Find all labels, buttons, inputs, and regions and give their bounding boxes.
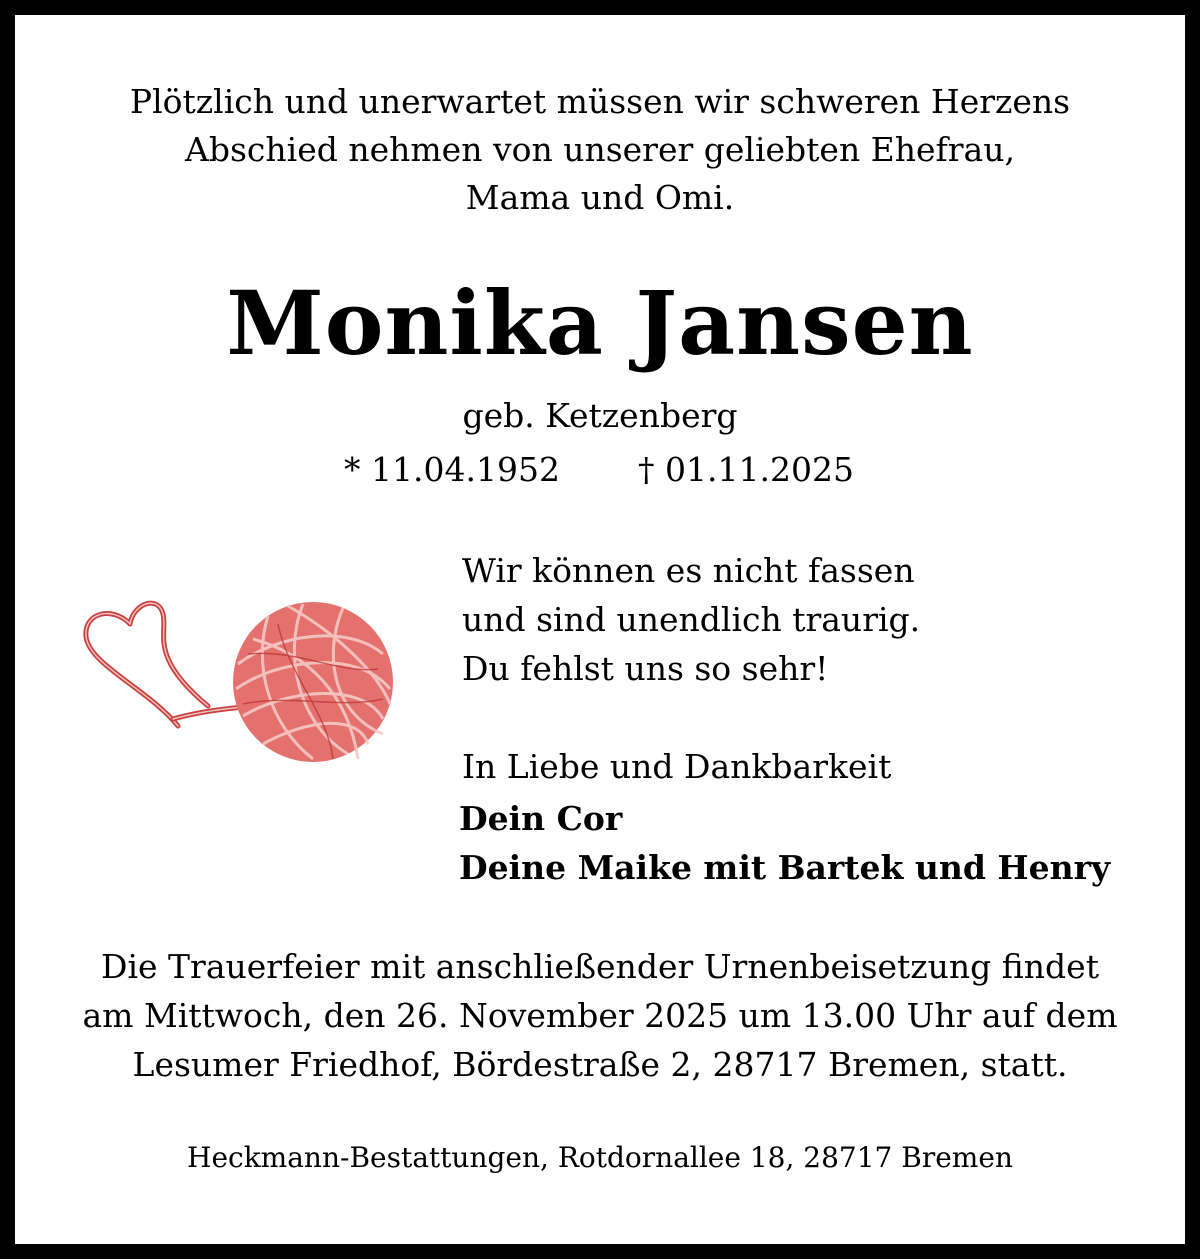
ceremony-line-3: Lesumer Friedhof, Bördestraße 2, 28717 Bremen, statt. xyxy=(132,1045,1068,1084)
verse xyxy=(462,546,920,693)
intro-line-2: Abschied nehmen von unserer geliebten Ehefrau, xyxy=(185,130,1015,169)
death-date: † 01.11.2025 xyxy=(638,450,854,489)
verse-line-1: Wir können es nicht fassen xyxy=(462,551,915,590)
yarn-ball-heart-icon xyxy=(78,594,398,764)
ceremony-line-2: am Mittwoch, den 26. November 2025 um 13.00 Uhr auf dem xyxy=(82,996,1118,1035)
ceremony-line-1: Die Trauerfeier mit anschließender Urnenbeisetzung findet xyxy=(101,947,1099,986)
funeral-home-footer: Heckmann-Bestattungen, Rotdornallee 18, 28717 Bremen xyxy=(187,1141,1013,1174)
deceased-name: Monika Jansen xyxy=(226,271,974,375)
signer-1: Dein Cor xyxy=(459,799,623,838)
closing-phrase: In Liebe und Dankbarkeit xyxy=(462,747,892,786)
verse-line-3: Du fehlst uns so sehr! xyxy=(462,649,829,688)
intro-line-1: Plötzlich und unerwartet müssen wir schweren Herzens xyxy=(129,82,1071,121)
birth-date: * 11.04.1952 xyxy=(344,450,560,489)
verse-line-2: und sind unendlich traurig. xyxy=(462,600,921,639)
intro-line-3: Mama und Omi. xyxy=(465,178,735,217)
maiden-name: geb. Ketzenberg xyxy=(462,396,738,435)
signer-2: Deine Maike mit Bartek und Henry xyxy=(459,848,1111,887)
